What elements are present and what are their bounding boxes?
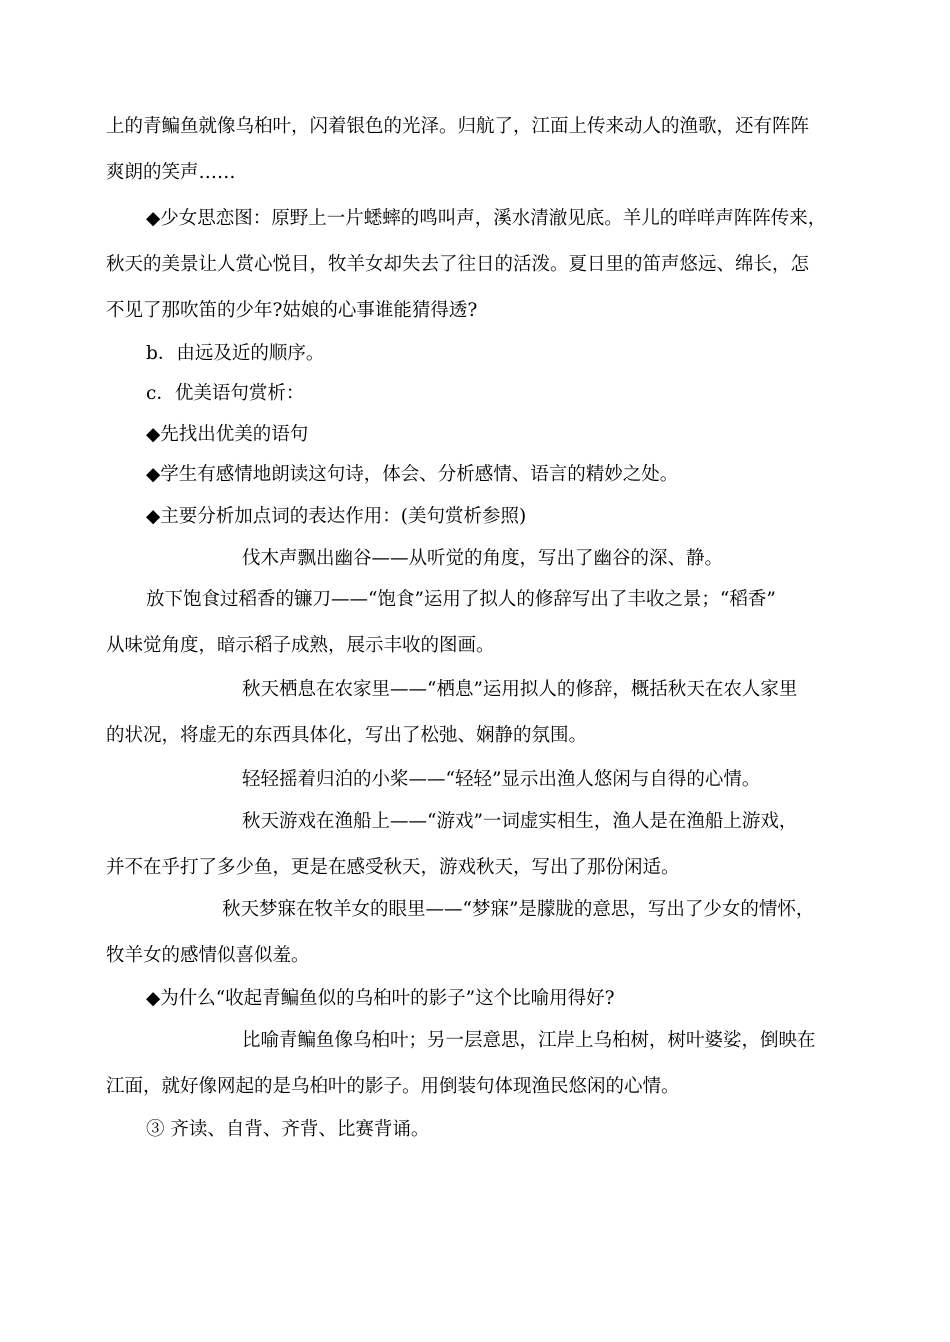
text-line: 爽朗的笑声……	[106, 162, 236, 183]
text-line: 的状况，将虚无的东西具体化，写出了松弛、娴静的氛围。	[106, 725, 588, 746]
text-line: 秋天游戏在渔船上——“游戏”一词虚实相生，渔人是在渔船上游戏，	[242, 811, 798, 832]
text-line: 比喻青鳊鱼像乌桕叶；另一层意思，江岸上乌桕树，树叶婆娑，倒映在	[242, 1030, 816, 1051]
text-line: ◆学生有感情地朗读这句诗，体会、分析感情、语言的精妙之处。	[146, 464, 679, 485]
text-line: 从味觉角度，暗示稻子成熟，展示丰收的图画。	[106, 635, 495, 656]
text-line: 秋天栖息在农家里——“栖息”运用拟人的修辞，概括秋天在农人家里	[242, 679, 798, 700]
text-line: ◆少女思恋图：原野上一片蟋蟀的鸣叫声，溪水清澈见底。羊儿的咩咩声阵阵传来，	[146, 208, 827, 229]
text-line: 放下饱食过稻香的镰刀——“饱食”运用了拟人的修辞写出了丰收之景；“稻香”	[146, 589, 776, 610]
text-line: 并不在乎打了多少鱼，更是在感受秋天，游戏秋天，写出了那份闲适。	[106, 857, 680, 878]
text-line: 秋天的美景让人赏心悦目，牧羊女却失去了往日的活泼。夏日里的笛声悠远、绵长，怎	[106, 254, 810, 275]
text-line: c．优美语句赏析：	[146, 383, 305, 404]
text-line: 伐木声飘出幽谷——从听觉的角度，写出了幽谷的深、静。	[242, 548, 724, 569]
text-line: 江面，就好像网起的是乌桕叶的影子。用倒装句体现渔民悠闲的心情。	[106, 1076, 680, 1097]
text-line: 秋天梦寐在牧羊女的眼里——“梦寐”是朦胧的意思，写出了少女的情怀，	[222, 899, 815, 920]
text-line: ◆先找出优美的语句	[146, 424, 309, 445]
text-line: 上的青鳊鱼就像乌桕叶，闪着银色的光泽。归航了，江面上传来动人的渔歌，还有阵阵	[106, 116, 810, 137]
text-line: ③ 齐读、自背、齐背、比赛背诵。	[146, 1119, 430, 1140]
text-line: 牧羊女的感情似喜似羞。	[106, 945, 310, 966]
text-line: 不见了那吹笛的少年?姑娘的心事谁能猜得透?	[106, 300, 478, 321]
text-line: b．由远及近的顺序。	[146, 343, 325, 364]
text-line: ◆为什么“收起青鳊鱼似的乌桕叶的影子”这个比喻用得好?	[146, 988, 615, 1009]
text-line: 轻轻摇着归泊的小桨——“轻轻”显示出渔人悠闲与自得的心情。	[242, 769, 761, 790]
text-line: ◆主要分析加点词的表达作用：(美句赏析参照)	[146, 506, 527, 527]
